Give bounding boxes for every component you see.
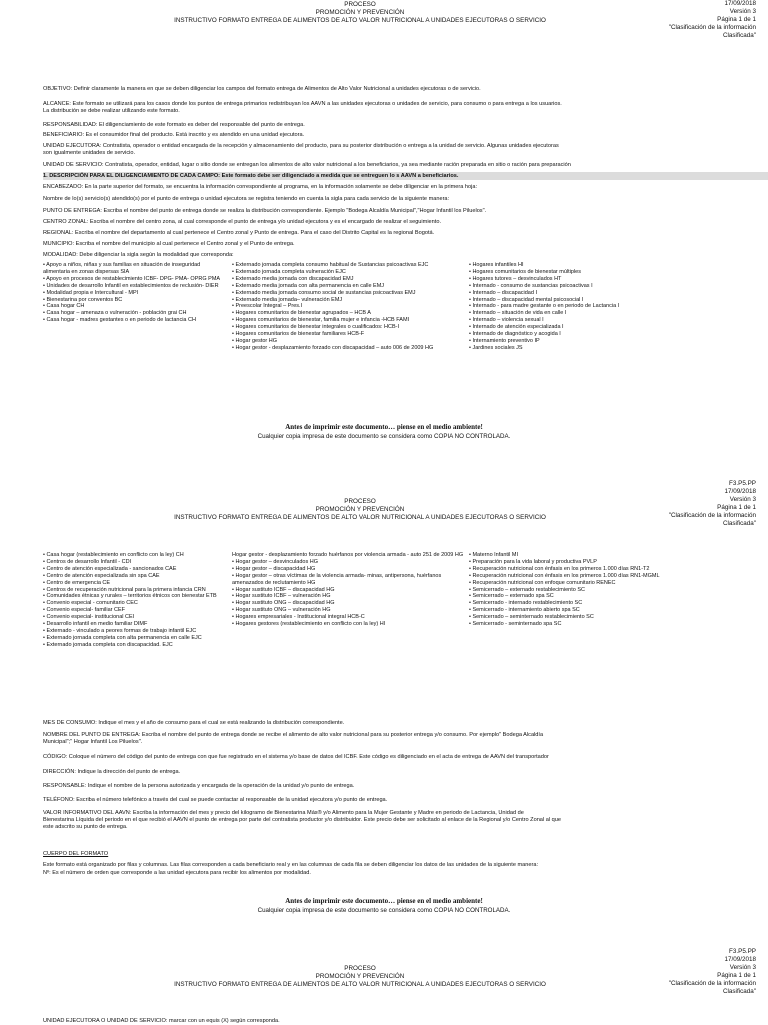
list-item: • Preescolar Integral – Pres.I bbox=[232, 303, 303, 310]
header-process: PROCESO bbox=[344, 965, 376, 972]
list-item: • Preparación para la vida laboral y productiva PVLP bbox=[469, 558, 597, 565]
list-item: • Hogares infantiles HI bbox=[469, 262, 524, 268]
list-item: • Externado media jornada– vulneración EMJ bbox=[232, 296, 343, 303]
list-item: • Hogares comunitarios de bienestar integrales o cualificados: HCB-I bbox=[232, 324, 400, 331]
header-classification: "Clasificación de la información bbox=[668, 980, 756, 987]
unidad-servicio: UNIDAD DE SERVICIO: Contratista, operador, entidad, lugar o sitio donde se entregan los alimentos de alto valor nutricional a los beneficiarios, ya sea mediante ración preparada en sitio o ración para preparación bbox=[43, 162, 571, 168]
nombre-punto-line-2: Municipal";" Hogar Infantil Los Piluelos". bbox=[43, 739, 143, 745]
list-item: • Hogares comunitarios de bienestar agrupados – HCB A bbox=[232, 310, 371, 317]
header-title: INSTRUCTIVO FORMATO ENTREGA DE ALIMENTOS DE ALTO VALOR NUTRICIONAL A UNIDADES EJECUTORAS O SERVICIO bbox=[174, 514, 546, 521]
regional: REGIONAL: Escriba el nombre del departamento al cual pertenece el Centro zonal y Punto de entrega. Para el caso del Distrito Capital es la regional Bogotá. bbox=[43, 230, 435, 236]
list-item: • Hogar gestor – desvinculados HG bbox=[232, 558, 318, 565]
footer-copy-note: Cualquier copia impresa de este documento se considera como COPIA NO CONTROLADA. bbox=[257, 433, 511, 440]
header-area: PROMOCIÓN Y PREVENCIÓN bbox=[315, 9, 405, 16]
list-item: • Hogar sustituto ICBF – discapacidad HG bbox=[232, 586, 335, 593]
list-item: • Recuperación nutricional con énfasis en los primeros 1.000 días RN1-T2 bbox=[469, 565, 650, 572]
list-item: • Recuperación nutricional con enfoque comunitario RENEC bbox=[469, 579, 616, 586]
modalidad-column-2 bbox=[232, 262, 464, 352]
cuerpo-line-2: Nº: Es el número de orden que corresponde a las unidad ejecutora para recibir los alimentos por modalidad. bbox=[43, 870, 311, 876]
header-title: INSTRUCTIVO FORMATO ENTREGA DE ALIMENTOS DE ALTO VALOR NUTRICIONAL A UNIDADES EJECUTORAS O SERVICIO bbox=[174, 17, 546, 24]
page-1-header-right bbox=[669, 0, 756, 40]
mes-consumo: MES DE CONSUMO: Indique el mes y el año de consumo para el cual se está realizando la distribución correspondiente. bbox=[43, 720, 345, 726]
modalidad-column-1-cont bbox=[43, 552, 228, 649]
header-version: Versión 3 bbox=[729, 496, 756, 503]
list-item: Hogar gestor - desplazamiento forzado huérfanos por violencia armada - auto 251 de 2009 HG bbox=[232, 552, 464, 558]
header-area: PROMOCIÓN Y PREVENCIÓN bbox=[315, 506, 405, 513]
header-code: F3.P5.PP bbox=[729, 480, 756, 487]
valor-line-1: VALOR INFORMATIVO DEL AAVN: Escriba la información del mes y precio del kilogramo de Bienestarina Más® y/o Alimento para la Mujer Gestante y Madre en periodo de Lactancia, Unidad de bbox=[43, 810, 524, 816]
list-item: • Hogares comunitarios de bienestar múltiples bbox=[469, 268, 581, 275]
list-item: • Hogares gestores (restablecimiento en conflicto con la ley) HI bbox=[232, 621, 386, 628]
list-item: • Centro de emergencia CE bbox=[43, 579, 111, 586]
objetivo: OBJETIVO: Definir claramente la manera en que se deben diligenciar los campos del formato entrega de Alimentos de Alto Valor Nutricional a unidades ejecutoras o de servicio. bbox=[43, 86, 481, 92]
valor-line-2: Bienestarina Líquida del periodo en el que recibió el AAVN el punto de entrega por parte del contratista productor y/o distribuidor. Este precio debe ser solicitado al enlace de la Regional y/o Centro Zonal al que bbox=[43, 817, 561, 823]
modalidad-column-1 bbox=[43, 262, 228, 324]
list-item: • Internado – situación de vida en calle I bbox=[469, 310, 567, 317]
list-item: • Externado jornada completa con alta permanencia en calle EJC bbox=[43, 634, 202, 641]
header-title: INSTRUCTIVO FORMATO ENTREGA DE ALIMENTOS DE ALTO VALOR NUTRICIONAL A UNIDADES EJECUTORAS O SERVICIO bbox=[174, 981, 546, 988]
list-item: • Centros de recuperación nutricional para la primera infancia CRN bbox=[43, 586, 206, 593]
list-item: • Internado - consumo de sustancias psicoactivas I bbox=[469, 282, 593, 289]
list-item: • Convenio especial- institucional CEI bbox=[43, 614, 135, 621]
municipio: MUNICIPIO: Escriba el nombre del municipio al cual pertenece el Centro zonal y el Punto de entrega. bbox=[43, 241, 295, 247]
list-item: • Externado jornada completa con discapacidad. EJC bbox=[43, 641, 173, 648]
alcance-line-2: La distribución se debe realizar utilizando este formato. bbox=[43, 108, 180, 114]
list-item: • Semicerrado - seminternado spa SC bbox=[469, 621, 562, 628]
page-3-header-right bbox=[669, 948, 756, 996]
list-item: • Jardines sociales JS bbox=[469, 344, 523, 351]
header-page: Página 1 de 1 bbox=[717, 972, 756, 979]
list-item: • Hogares tutores – desvinculados HT bbox=[469, 275, 562, 282]
list-item: • Hogar sustituto ICBF – vulneración HG bbox=[232, 593, 331, 600]
page-3-header-center bbox=[150, 965, 570, 989]
header-process: PROCESO bbox=[344, 1, 376, 8]
alcance-line-1: ALCANCE: Este formato se utilizará para los casos donde los puntos de entrega primarios redistribuyan los AAVN a las unidades ejecutoras o unidades de servicio, para consumo o para entrega a los usuarios. bbox=[43, 101, 562, 107]
list-item: • Centros de desarrollo Infantil - CDI bbox=[43, 558, 132, 565]
list-item: • Centro de atención especializada - sancionados CAE bbox=[43, 565, 177, 572]
beneficiario: BENEFICIARIO: Es el consumidor final del producto. Está inscrito y es atendido en una unidad ejecutora. bbox=[43, 132, 305, 138]
unidad-ejecutora-line-1: UNIDAD EJECUTORA: Contratista, operador o entidad encargada de la recepción y almacenamiento del producto, para su posterior distribución o entrega a la unidad de servicio. Algunas unidades ejecutoras bbox=[43, 143, 559, 149]
list-item: • Internado – discapacidad mental psicosocial I bbox=[469, 296, 584, 303]
footer-copy-note-2: Cualquier copia impresa de este documento se considera como COPIA NO CONTROLADA. bbox=[257, 907, 511, 914]
list-item: • Semicerrado – externado restablecimiento SC bbox=[469, 586, 585, 593]
footer-environment-note-2: Antes de imprimir este documento… piense en el medio ambiente! bbox=[285, 897, 483, 905]
list-item: • Casa hogar - madres gestantes o en periodo de lactancia CH bbox=[43, 317, 196, 324]
modalidad-column-3 bbox=[469, 262, 689, 352]
page-1-header-center bbox=[150, 1, 570, 25]
header-version: Versión 3 bbox=[729, 8, 756, 15]
telefono: TELÉFONO: Escriba el número telefónico a través del cual se puede contactar al responsable de la unidad ejecutora y/o punto de entrega. bbox=[43, 797, 388, 803]
list-item: • Hogar gestor HG bbox=[232, 337, 278, 344]
list-item: • Hogar gestor - desplazamiento forzado con discapacidad – auto 006 de 2009 HG bbox=[232, 344, 434, 351]
list-item: • Externado media jornada con alta permanencia en calle EMJ bbox=[232, 282, 385, 289]
header-page: Página 1 de 1 bbox=[717, 16, 756, 23]
list-item: • Materno Infantil MI bbox=[469, 552, 519, 558]
header-code: F3.P5.PP bbox=[729, 948, 756, 955]
list-item: • Externado media jornada consumo social de sustancias psicoactivas EMJ bbox=[232, 289, 416, 296]
list-item: • Internado – discapacidad I bbox=[469, 289, 537, 296]
list-item: • Semicerrado - internado restablecimiento SC bbox=[469, 600, 583, 607]
list-item: • Internado – violencia sexual I bbox=[469, 317, 544, 324]
list-item: • Semicerrado – externado spa SC bbox=[469, 593, 554, 600]
page-2-header-right bbox=[669, 480, 756, 528]
list-item: • Hogar gestor – discapacidad HG bbox=[232, 565, 316, 572]
modalidad-column-3-cont bbox=[469, 552, 689, 628]
list-item: • Hogares empresariales - Institucional integral HCB-C bbox=[232, 614, 365, 621]
encabezado: ENCABEZADO: En la parte superior del formato, se encuentra la información correspondiente al programa, en la información solamente se debe diligenciar en la primera hoja: bbox=[43, 184, 478, 190]
list-item: • Internado de diagnóstico y acogida I bbox=[469, 331, 561, 338]
punto-entrega: PUNTO DE ENTREGA: Escriba el nombre del punto de entrega donde se realiza la distribución correspondiente. Ejemplo "Bodega Alcaldía Municipal","Hogar Infantil los Piluelos". bbox=[43, 208, 487, 214]
codigo: CÓDIGO: Coloque el número del código del punto de entrega con que fue registrado en el sistema y/o base de datos del ICBF. Este código es diligenciado en el acta de entrega de AAVN del transportador bbox=[43, 754, 549, 760]
header-classification-2: Clasificada" bbox=[722, 520, 756, 527]
nombre-punto-line-1: NOMBRE DEL PUNTO DE ENTREGA: Escriba el nombre del punto de entrega donde se recibe el alimento de alto valor nutricional para su posterior entrega y/o consumo. Por ejemplo" Bodega Alcaldía bbox=[43, 732, 544, 738]
responsable: RESPONSABLE: Indique el nombre de la persona autorizada y encargada de la operación de la unidad y/o punto de entrega. bbox=[43, 783, 355, 789]
list-item: • Hogares comunitarios de bienestar, familia mujer e infancia -HCB FAMI bbox=[232, 317, 410, 324]
modalidad-column-2-cont bbox=[232, 552, 464, 628]
header-date: 17/09/2018 bbox=[724, 0, 756, 7]
list-item: • Externado jornada completa vulneración EJC bbox=[232, 268, 346, 275]
cuerpo-formato-heading: CUERPO DEL FORMATO bbox=[43, 851, 109, 857]
list-item: • Externado - vinculado a peores formas de trabajo infantil EJC bbox=[43, 627, 197, 634]
list-item: • Casa hogar – amenaza o vulneración - población grai CH bbox=[43, 310, 187, 317]
page-3 bbox=[0, 940, 768, 1024]
header-date: 17/09/2018 bbox=[724, 956, 756, 963]
list-item: • Apoyo en procesos de restablecimiento ICBF- DPG- PMA- OPRG PMA bbox=[43, 275, 221, 282]
footer-environment-note: Antes de imprimir este documento… piense en el medio ambiente! bbox=[285, 423, 483, 431]
page-1 bbox=[0, 0, 768, 440]
header-date: 17/09/2018 bbox=[724, 488, 756, 495]
list-item: • Semicerrado - internamiento abierto spa SC bbox=[469, 607, 580, 614]
header-page: Página 1 de 1 bbox=[717, 504, 756, 511]
cuerpo-line-1: Este formato está organizado por filas y columnas. Las filas corresponden a cada beneficiario real y en las columnas de cada fila se deben diligenciar los datos de las unidades de la siguiente manera: bbox=[43, 862, 539, 868]
responsabilidad: RESPONSABILIDAD: El diligenciamiento de este formato es deber del responsable del punto de entrega. bbox=[43, 122, 305, 128]
header-classification-2: Clasificada" bbox=[722, 32, 756, 39]
header-classification: "Clasificación de la información bbox=[668, 512, 756, 519]
header-area: PROMOCIÓN Y PREVENCIÓN bbox=[315, 973, 405, 980]
list-item: • Externado media jornada con discapacidad EMJ bbox=[232, 275, 354, 282]
centro-zonal: CENTRO ZONAL: Escriba el nombre del centro zona, al cual corresponde el punto de entrega y/o unidad ejecutora y es el encargado de realizar el seguimiento. bbox=[43, 219, 441, 225]
nombre-servicios: Nombre de lo(s) servicio(s) atendido(s) por el punto de entrega o unidad ejecutora se registra teniendo en cuenta la sigla para cada servicio de la siguiente manera: bbox=[43, 196, 450, 202]
page-2-header-center bbox=[150, 498, 570, 522]
list-item: • Bienestarina por conventos BC bbox=[43, 296, 123, 303]
unidad-ejecutora-servicio: UNIDAD EJECUTORA O UNIDAD DE SERVICIO: marcar con un equis (X) según corresponda. bbox=[43, 1018, 280, 1024]
list-item: • Desarrollo infantil en medio familiar DIMF bbox=[43, 621, 148, 628]
list-item: • Hogar gestor – otras víctimas de la violencia armada- minas, antipersona, huérfanos amenazados de reclutamiento HG bbox=[232, 572, 442, 586]
list-item: • Unidades de desarrollo Infantil en establecimientos de reclusión- DIER bbox=[43, 282, 219, 289]
list-item: • Centro de atención especializada sin spa CAE bbox=[43, 572, 160, 579]
modalidad: MODALIDAD: Debe diligenciar la sigla según la modalidad que corresponda: bbox=[43, 252, 234, 258]
header-process: PROCESO bbox=[344, 498, 376, 505]
list-item: • Internado - para madre gestante o en periodo de Lactancia I bbox=[469, 303, 620, 310]
list-item: • Internamiento preventivo IP bbox=[469, 337, 540, 344]
list-item: • Comunidades étnicas y rurales – territorios étnicos con bienestar ETB bbox=[43, 593, 217, 600]
list-item: • Hogar sustituto ONG – vulneración HG bbox=[232, 607, 331, 614]
list-item: • Apoyo a niños, niñas y sus familias en situación de inseguridad alimentaria en zonas dispersas SIA bbox=[43, 262, 201, 275]
list-item: • Casa hogar (restablecimiento en conflicto con la ley) CH bbox=[43, 552, 184, 558]
page-2 bbox=[0, 470, 768, 890]
header-version: Versión 3 bbox=[729, 964, 756, 971]
list-item: • Internado de atención especializada I bbox=[469, 324, 564, 331]
list-item: • Modalidad propia e Intercultural - MPI bbox=[43, 289, 139, 296]
list-item: • Externado jornada completa consumo habitual de Sustancias psicoactivas EJC bbox=[232, 262, 429, 268]
header-classification: "Clasificación de la información bbox=[668, 24, 756, 31]
list-item: • Semicerrado – seminternado restablecimiento SC bbox=[469, 614, 594, 621]
section-1-bar: 1. DESCRIPCIÓN PARA EL DILIGENCIAMIENTO DE CADA CAMPO: Este formato debe ser diligenciado a medida que se entreguen lo s AAVN a beneficiarios. bbox=[43, 172, 768, 180]
valor-line-3: este adscrito su punto de entrega. bbox=[43, 824, 128, 830]
list-item: • Casa hogar CH bbox=[43, 303, 85, 310]
list-item: • Hogar sustituto ONG – discapacidad HG bbox=[232, 600, 335, 607]
list-item: • Convenio especial- familiar CEF bbox=[43, 607, 126, 614]
direccion: DIRECCIÓN: Indique la dirección del punto de entrega. bbox=[43, 769, 181, 775]
unidad-ejecutora-line-2: son igualmente unidades de servicio. bbox=[43, 150, 136, 156]
list-item: • Convenio especial - comunitario CEC bbox=[43, 600, 138, 607]
header-classification-2: Clasificada" bbox=[722, 988, 756, 995]
list-item: • Hogares comunitarios de bienestar familiares HCB-F bbox=[232, 331, 365, 338]
list-item: • Recuperación nutricional con énfasis en los primeros 1.000 días RN1-MGML bbox=[469, 572, 660, 579]
